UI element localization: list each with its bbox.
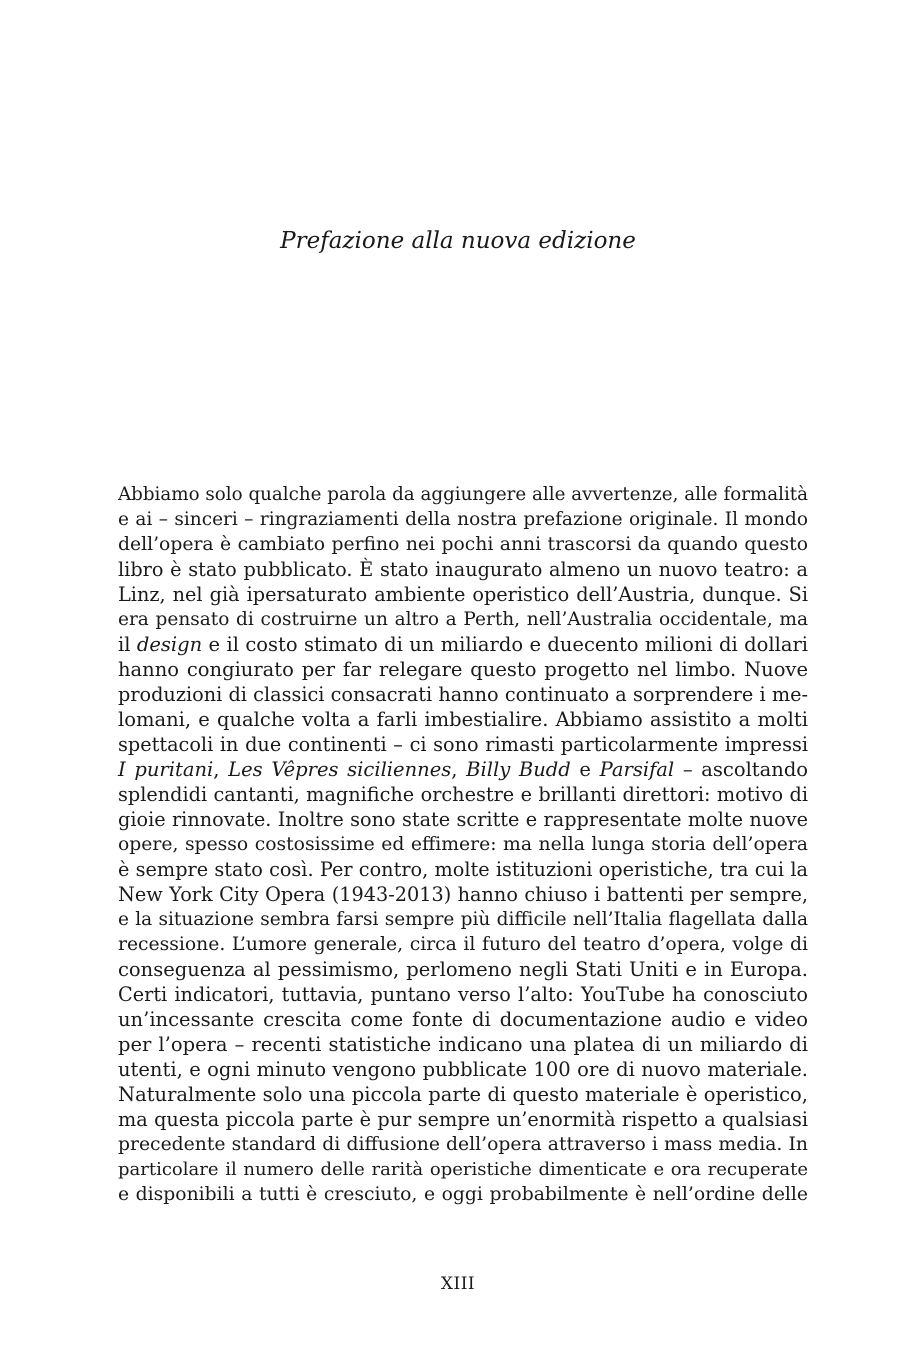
text-line: hanno congiurato per far relegare questo progetto nel limbo. Nuove (118, 658, 808, 681)
text-line: ma questa piccola parte è pur sempre un’enormità rispetto a qualsiasi (118, 1108, 808, 1131)
text-line: utenti, e ogni minuto vengono pubblicate 100 ore di nuovo materiale. (118, 1058, 808, 1081)
body-text (118, 482, 808, 1207)
italic-title: Les Vêpres siciliennes (228, 758, 452, 781)
text-segment: – ascoltando (674, 758, 809, 781)
text-line: conseguenza al pessimismo, perlomeno negli Stati Uniti e in Europa. (118, 958, 808, 981)
text-line: produzioni di classici consacrati hanno continuato a sorprendere i me- (118, 683, 808, 706)
text-line: e disponibili a tutti è cresciuto, e oggi probabilmente è nell’ordine delle (118, 1184, 808, 1205)
text-segment: e (570, 758, 600, 781)
page-number: XIII (440, 1274, 476, 1294)
text-line: Naturalmente solo una piccola parte di questo materiale è operistico, (118, 1083, 808, 1106)
page-title: Prefazione alla nuova edizione (280, 228, 636, 254)
text-line (118, 757, 808, 782)
text-line: precedente standard di diffusione dell’opera attraverso i mass media. In (118, 1134, 808, 1155)
text-line: e la situazione sembra farsi sempre più difficile nell’Italia flagellata dalla (118, 909, 808, 930)
text-line: Abbiamo solo qualche parola da aggiungere alle avvertenze, alle formalità (118, 484, 808, 505)
text-line: particolare il numero delle rarità operistiche dimenticate e ora recuperate (118, 1159, 808, 1180)
italic-title: Billy Budd (466, 758, 571, 781)
text-line: era pensato di costruirne un altro a Perth, nell’Australia occidentale, ma (118, 609, 808, 630)
text-line: Linz, nel già ipersaturato ambiente operistico dell’Austria, dunque. Si (118, 583, 808, 606)
italic-title: design (136, 633, 203, 656)
text-segment: il (118, 633, 137, 656)
text-segment: , (213, 758, 229, 781)
text-line: un’incessante crescita come fonte di documentazione audio e video (118, 1008, 808, 1031)
text-line: spettacoli in due continenti – ci sono rimasti particolarmente impressi (118, 733, 808, 756)
text-line: per l’opera – recenti statistiche indicano una platea di un miliardo di (118, 1033, 808, 1056)
text-line: New York City Opera (1943-2013) hanno chiuso i battenti per sempre, (118, 883, 808, 906)
text-line: e ai – sinceri – ringraziamenti della nostra prefazione originale. Il mondo (118, 509, 808, 530)
italic-title: I puritani (118, 758, 214, 781)
text-segment: , (451, 758, 467, 781)
text-line: dell’opera è cambiato perfino nei pochi anni trascorsi da quando questo (118, 534, 808, 555)
text-line: gioie rinnovate. Inoltre sono state scritte e rappresentate molte nuove (118, 808, 808, 831)
text-line: splendidi cantanti, magnifiche orchestre e brillanti direttori: motivo di (118, 783, 808, 806)
text-line: recessione. L’umore generale, circa il futuro del teatro d’opera, volge di (118, 934, 808, 955)
italic-title: Parsifal (599, 758, 675, 781)
text-line: è sempre stato così. Per contro, molte istituzioni operistiche, tra cui la (118, 858, 808, 881)
text-line: Certi indicatori, tuttavia, puntano verso l’alto: YouTube ha conosciuto (118, 983, 808, 1006)
text-line (118, 632, 808, 657)
text-line: libro è stato pubblicato. È stato inaugurato almeno un nuovo teatro: a (118, 558, 808, 581)
text-line: lomani, e qualche volta a farli imbestialire. Abbiamo assistito a molti (118, 708, 808, 731)
text-segment: e il costo stimato di un miliardo e duecento milioni di dollari (202, 633, 809, 656)
text-line: opere, spesso costosissime ed effimere: ma nella lunga storia dell’opera (118, 834, 808, 855)
